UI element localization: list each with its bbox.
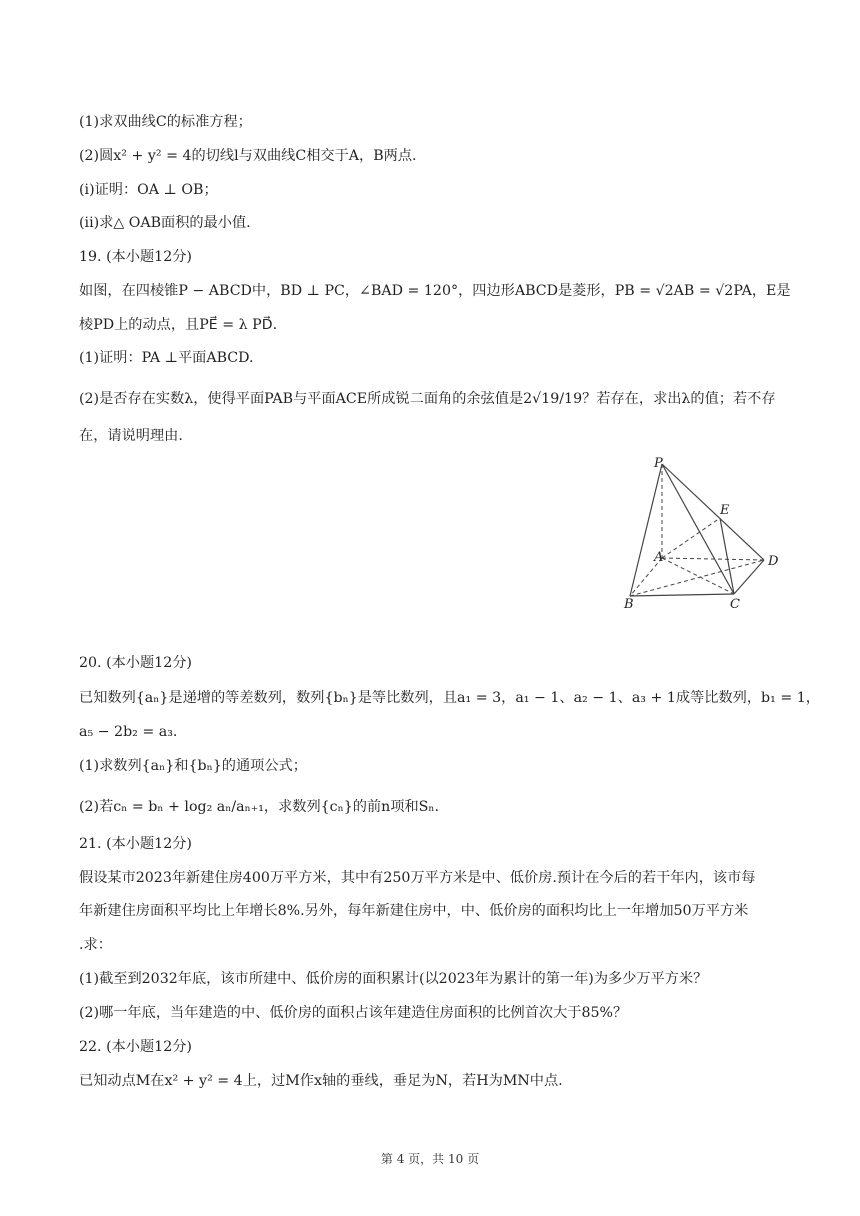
line-10: 在，请说明理由. <box>79 428 183 444</box>
pyramid-figure <box>610 448 800 618</box>
edge-pd <box>662 464 764 560</box>
line-1: (1)求双曲线C的标准方程； <box>79 114 252 130</box>
line-14: (1)求数列{aₙ}和{bₙ}的通项公式； <box>79 758 307 774</box>
question-20-heading: 20. (本小题12分) <box>79 655 192 671</box>
line-6: 如图，在四棱锥P − ABCD中，BD ⊥ PC，∠BAD = 120°，四边形ABCD是菱形，PB = √2AB = √2PA，E是 <box>79 283 791 299</box>
line-19: .求： <box>79 937 112 953</box>
question-19-heading: 19. (本小题12分) <box>79 249 192 265</box>
question-22-heading: 22. (本小题12分) <box>79 1039 192 1055</box>
line-23: 已知动点M在x² + y² = 4上，过M作x轴的垂线，垂足为N，若H为MN中点. <box>79 1073 563 1089</box>
label-c: C <box>730 597 740 612</box>
edge-pc <box>662 464 734 594</box>
line-13: a₅ − 2b₂ = a₃. <box>79 724 178 740</box>
edge-bd <box>630 560 764 596</box>
line-15: (2)若cₙ = bₙ + log₂ aₙ/aₙ₊₁，求数列{cₙ}的前n项和Sₙ. <box>79 799 440 815</box>
line-7: 棱PD上的动点，且PE⃗ = λ PD⃗. <box>79 317 278 333</box>
edge-cd <box>734 560 764 594</box>
line-3: (i)证明：OA ⊥ OB； <box>79 182 218 198</box>
label-e: E <box>720 503 730 518</box>
line-12: 已知数列{aₙ}是递增的等差数列，数列{bₙ}是等比数列，且a₁ = 3，a₁ − 1、a₂ − 1、a₃ + 1成等比数列，b₁ = 1， <box>79 690 820 706</box>
line-9: (2)是否存在实数λ，使得平面PAB与平面ACE所成锐二面角的余弦值是2√19/19？若存在，求出λ的值；若不存 <box>79 391 776 407</box>
question-21-heading: 21. (本小题12分) <box>79 836 192 852</box>
line-21: (2)哪一年底，当年建造的中、低价房的面积占该年建造住房面积的比例首次大于85%？ <box>79 1005 628 1021</box>
label-d: D <box>768 554 779 569</box>
edge-bc <box>630 594 734 596</box>
edge-pb <box>630 464 662 596</box>
line-18: 年新建住房面积平均比上年增长8%.另外，每年新建住房中，中、低价房的面积均比上一年增加50万平方米 <box>79 903 749 919</box>
page-footer: 第 4 页，共 10 页 <box>380 1152 480 1166</box>
label-b: B <box>624 597 634 612</box>
line-2: (2)圆x² + y² = 4的切线l与双曲线C相交于A，B两点. <box>79 148 417 164</box>
line-4: (ii)求△ OAB面积的最小值. <box>79 215 251 231</box>
edge-ac <box>662 558 734 594</box>
line-20: (1)截至到2032年底，该市所建中、低价房的面积累计(以2023年为累计的第一年)为多少万平方米？ <box>79 971 708 987</box>
label-p: P <box>654 456 663 471</box>
label-a: A <box>654 550 664 565</box>
line-8: (1)证明：PA ⊥平面ABCD. <box>79 350 254 366</box>
line-17: 假设某市2023年新建住房400万平方米，其中有250万平方米是中、低价房.预计在今后的若干年内，该市每 <box>79 870 756 886</box>
edge-ad <box>662 558 764 560</box>
